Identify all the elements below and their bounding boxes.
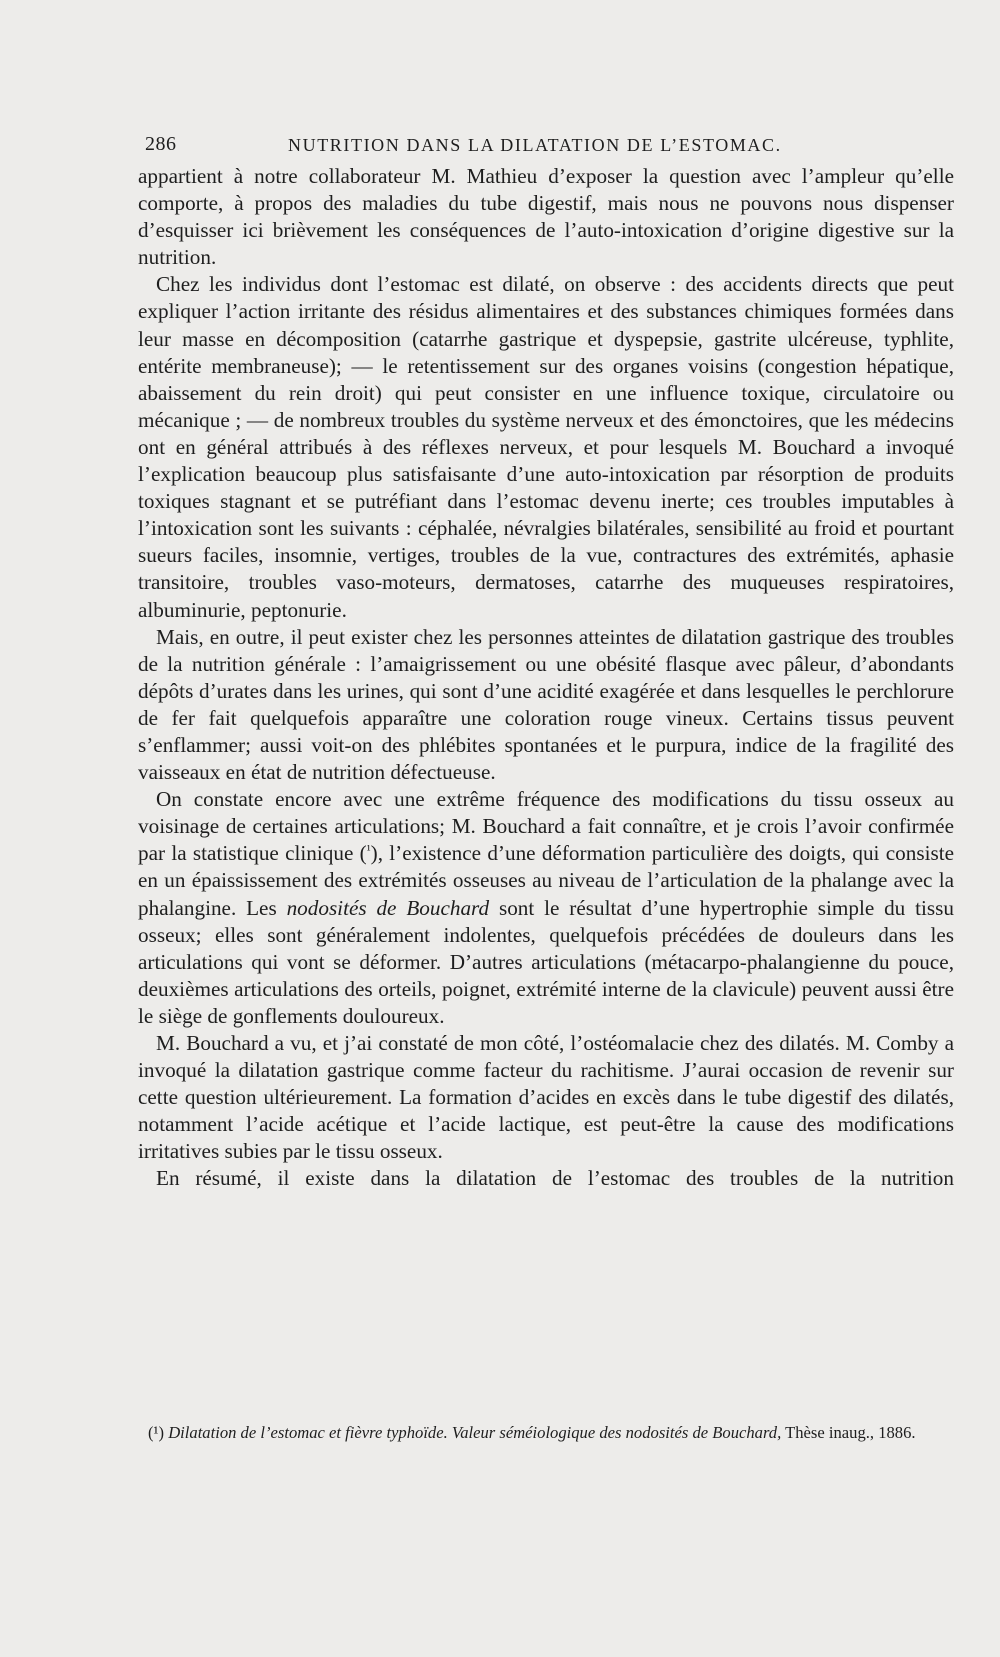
footnote-line	[138, 1422, 954, 1444]
paragraph: appartient à notre collaborateur M. Mathieu d’exposer la question avec l’ampleur qu’elle comporte, à propos des maladies du tube digestif, mais nous ne pouvons nous dispenser d’esquisser ici brièvement les conséquences de l’auto-intoxication d’origine digestive sur la nutrition.	[138, 164, 954, 270]
footnote-reference: ¹	[366, 842, 371, 858]
page-number: 286	[145, 133, 177, 155]
paragraph: Mais, en outre, il peut exister chez les personnes atteintes de dilatation gastrique des troubles de la nutrition générale : l’amaigrissement ou une obésité flasque avec pâleur, d’abondants dépôts d’urates dans les urines, qui sont d’une acidité exagérée et dans lesquelles le perchlorure de fer fait quelquefois apparaître une coloration rouge vineux. Certains tissus peuvent s’enflammer; aussi voit-on des phlébites spontanées et le purpura, indice de la fragilité des vaisseaux en état de nutrition défectueuse.	[138, 624, 954, 785]
page-header	[145, 133, 945, 163]
paragraph: En résumé, il existe dans la dilatation de l’estomac des troubles de la nutrition	[156, 1166, 954, 1191]
paragraph-text: ), l’existence d’une déformation particulière des doigts, qui consiste en un épaississement des extrémités osseuses au niveau de l’articulation de la phalange avec la phalangine. Les	[138, 841, 954, 920]
footnote-marker: (¹)	[148, 1423, 165, 1442]
footnote-detail: Thèse inaug., 1886.	[785, 1423, 916, 1442]
footnote-citation: Dilatation de l’estomac et fièvre typhoïde. Valeur séméiologique des nodosités de Bouchard,	[168, 1423, 782, 1442]
paragraph: Chez les individus dont l’estomac est dilaté, on observe : des accidents directs que peut expliquer l’action irritante des résidus alimentaires et des substances chimiques formées dans leur masse en décomposition (catarrhe gastrique et dyspepsie, gastrite ulcéreuse, typhlite, entérite membraneuse); — le retentissement sur des organes voisins (congestion hépatique, abaissement du rein droit) qui peut consister en une influence toxique, circulatoire ou mécanique ; — de nombreux troubles du système nerveux et des émonctoires, que les médecins ont en général attribués à des réflexes nerveux, et pour lesquels M. Bouchard a invoqué l’explication beaucoup plus satisfaisante d’une auto-intoxication par résorption de produits toxiques stagnant et se putréfiant dans l’estomac devenu inerte; ces troubles imputables à l’intoxication sont les suivants : céphalée, névralgies bilatérales, sensibilité au froid et pourtant sueurs faciles, insomnie, vertiges, troubles de la vue, contractures des extrémités, aphasie transitoire, troubles vaso-moteurs, dermatoses, catarrhe des muqueuses respiratoires, albuminurie, peptonurie.	[138, 272, 954, 622]
paragraph	[138, 786, 954, 1030]
italic-term: nodosités de Bouchard	[286, 895, 490, 920]
body-text	[138, 163, 954, 1193]
footnote	[138, 1422, 954, 1444]
paragraph-text: sont le résultat d’une hypertrophie simple du tissu osseux; elles sont généralement indolentes, quelquefois précédées de douleurs dans les articulations qui vont se déformer. D’autres articulations (métacarpo-phalangienne du pouce, deuxièmes articulations des orteils, poignet, extrémité interne de la clavicule) peuvent aussi être le siège de gonflements douloureux.	[138, 895, 954, 1028]
paragraph: M. Bouchard a vu, et j’ai constaté de mon côté, l’ostéomalacie chez des dilatés. M. Comby a invoqué la dilatation gastrique comme facteur du rachitisme. J’aurai occasion de revenir sur cette question ultérieurement. La formation d’acides en excès dans le tube digestif des dilatés, notamment l’acide acétique et l’acide lactique, est peut-être la cause des modifications irritatives subies par le tissu osseux.	[138, 1031, 954, 1164]
running-head: NUTRITION DANS LA DILATATION DE L’ESTOMAC.	[288, 135, 782, 155]
paragraph-text: On constate encore avec une extrême fréquence des modifications du tissu osseux au voisinage de certaines articulations; M. Bouchard a fait connaître, et je crois l’avoir confirmée par la statistique clinique (	[138, 787, 954, 866]
